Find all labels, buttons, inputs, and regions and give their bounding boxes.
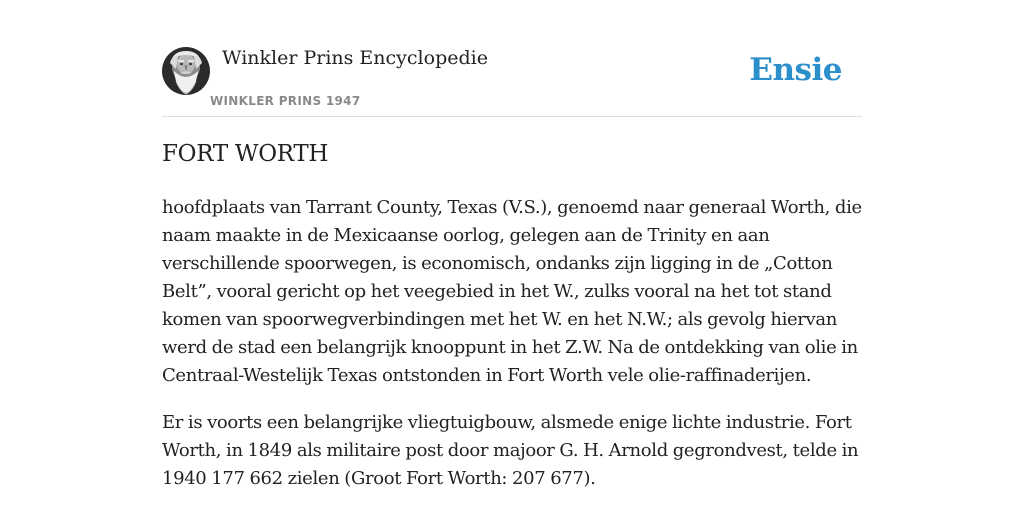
bearded-man-portrait-icon — [162, 47, 210, 95]
ensie-logo[interactable]: Ensie — [749, 52, 842, 88]
article — [162, 138, 862, 493]
site-header — [162, 46, 862, 117]
article-paragraph: Er is voorts een belangrijke vliegtuigbouw, alsmede enige lichte industrie. Fort Worth, in 1849 als militaire post door majoor G. H. Arnold gegrondvest, telde in 1940 177 662 zielen (Groot Fort Worth: 207 677). — [162, 412, 859, 489]
article-paragraph: hoofdplaats van Tarrant County, Texas (V.S.), genoemd naar generaal Worth, die naam maakte in de Mexicaanse oorlog, gelegen aan de Trinity en aan verschillende spoorwegen, is economisch, ondanks zijn ligging in de „Cotton Belt”, vooral gericht op het veegebied in het W., zulks vooral na het tot stand komen van spoorwegverbindingen met het W. en het N.W.; als gevolg hiervan werd de stad een belangrijk knooppunt in het Z.W. Na de ontdekking van olie in Centraal-Westelijk Texas ontstonden in Fort Worth vele olie-raffinaderijen. — [162, 197, 862, 386]
avatar[interactable] — [162, 47, 210, 95]
article-title: FORT WORTH — [162, 141, 329, 167]
site-title[interactable]: Winkler Prins Encyclopedie — [222, 47, 488, 69]
edition-label[interactable]: WINKLER PRINS 1947 — [210, 94, 361, 108]
